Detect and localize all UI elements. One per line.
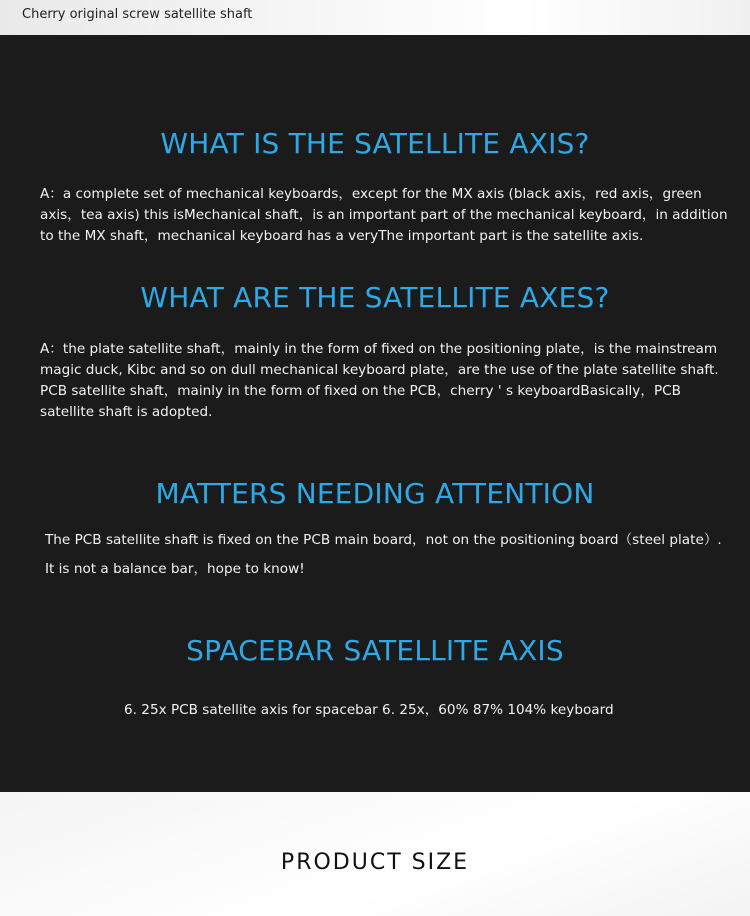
paragraph-what-is-satellite-axis: A：a complete set of mechanical keyboards，except for the MX axis (black axis，red axis，green axis，tea axis) this isMechanical shaft，is an important part of the mechanical keyboard，in addition to the MX shaft，mechanical keyboard has a veryThe important part is the satellite axis. — [40, 186, 728, 244]
top-caption: Cherry original screw satellite shaft — [22, 7, 253, 22]
paragraph-matters-needing-attention: The PCB satellite shaft is fixed on the PCB main board，not on the positioning board（steel plate）. It is not a balance bar，hope to know! — [45, 532, 722, 577]
heading-matters-needing-attention: MATTERS NEEDING ATTENTION — [155, 477, 595, 510]
heading-spacebar-satellite-axis: SPACEBAR SATELLITE AXIS — [186, 634, 564, 667]
heading-what-is-satellite-axis: WHAT IS THE SATELLITE AXIS? — [160, 127, 590, 160]
product-size-title: PRODUCT SIZE — [280, 850, 470, 875]
paragraph-what-are-satellite-axes: A：the plate satellite shaft，mainly in the form of fixed on the positioning plate，is the mainstream magic duck, Kibc and so on dull mechanical keyboard plate，are the use of the plate satellite shaft. PCB satellite shaft，mainly in the form of fixed on the PCB，cherry ' s keyboardBasically，PCB satellite shaft is adopted. — [40, 341, 719, 420]
top-banner-strip — [0, 0, 750, 35]
paragraph-spacebar-satellite-axis: 6. 25x PCB satellite axis for spacebar 6. 25x，60% 87% 104% keyboard — [124, 702, 614, 718]
heading-what-are-satellite-axes: WHAT ARE THE SATELLITE AXES? — [140, 281, 610, 314]
